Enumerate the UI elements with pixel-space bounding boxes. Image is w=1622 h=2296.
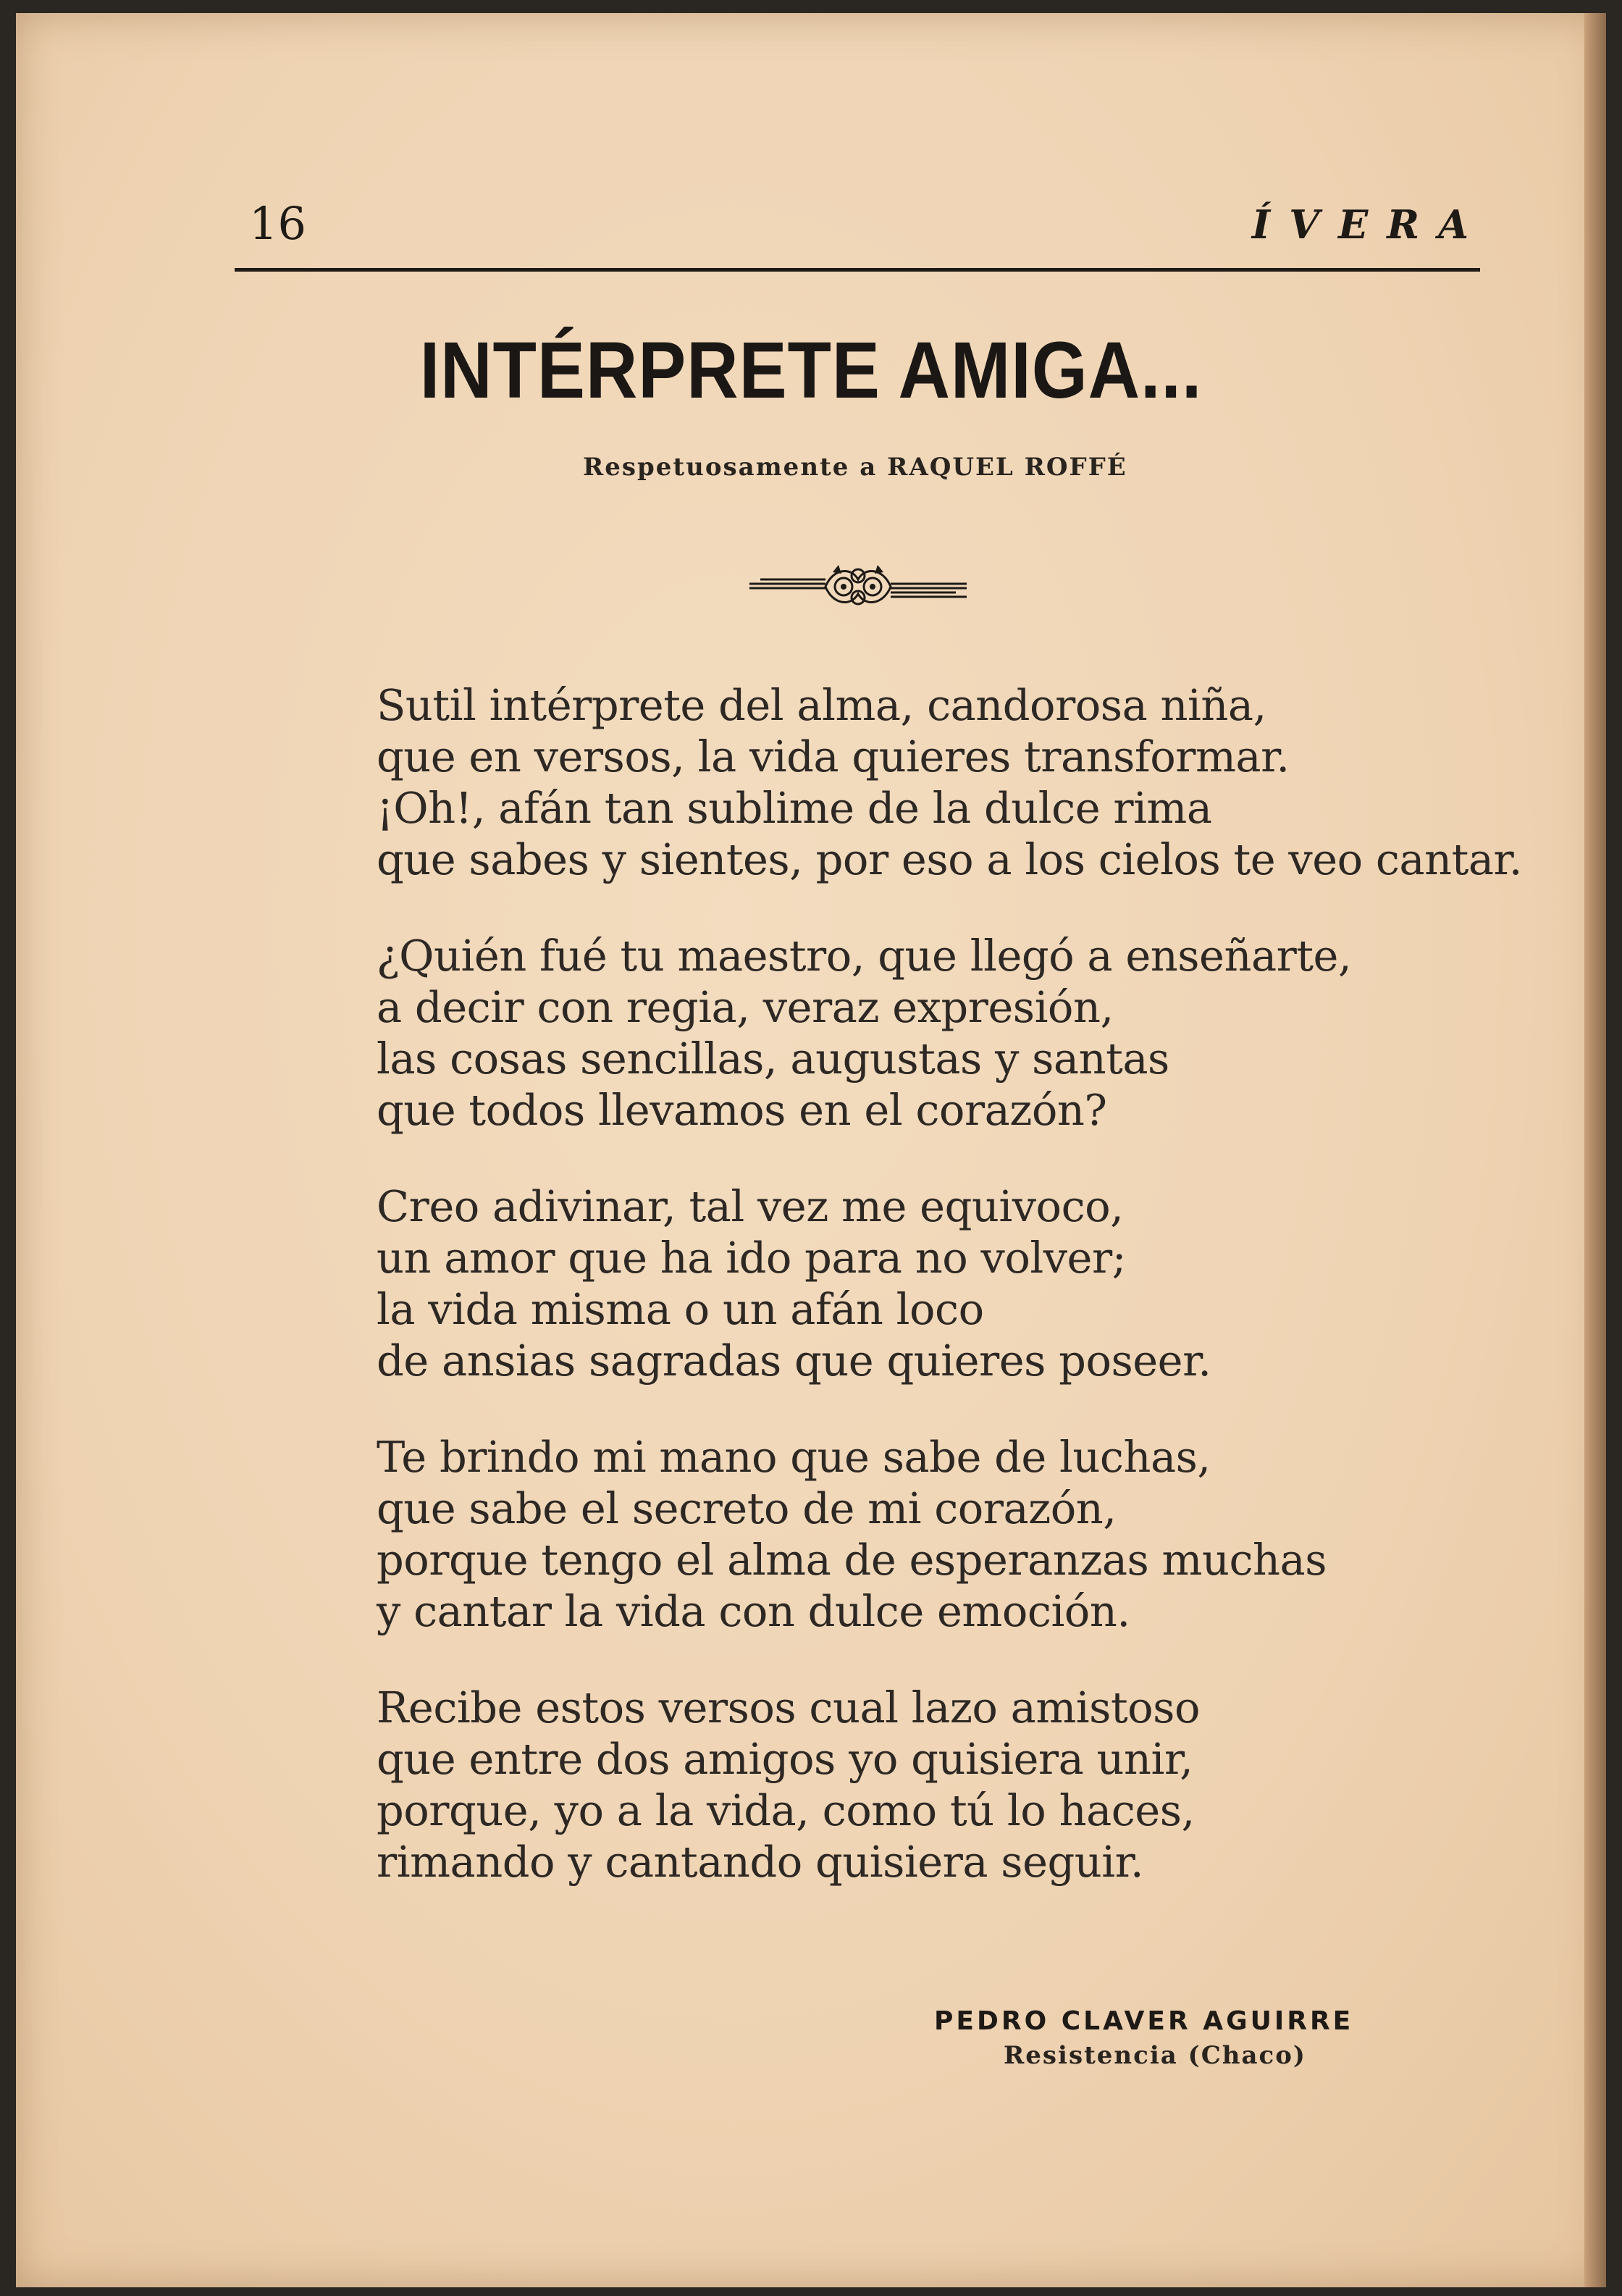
verse-line: Creo adivinar, tal vez me equivoco, <box>377 1181 1124 1231</box>
verse-line: a decir con regia, veraz expresión, <box>377 982 1114 1032</box>
stanza <box>377 1682 1522 1888</box>
verse-line: porque, yo a la vida, como tú lo haces, <box>377 1785 1195 1835</box>
verse-line: un amor que ha ido para no volver; <box>377 1233 1127 1283</box>
verse-line: ¿Quién fué tu maestro, que llegó a enseñarte, <box>377 931 1352 981</box>
verse-line: que sabes y sientes, por eso a los cielos te veo cantar. <box>377 834 1522 884</box>
verse-line: porque tengo el alma de esperanzas muchas <box>377 1535 1327 1585</box>
dedication: Respetuosamente a RAQUEL ROFFÉ <box>583 453 1127 482</box>
poem-title: INTÉRPRETE AMIGA... <box>419 326 1203 415</box>
verse-line: que entre dos amigos yo quisiera unir, <box>377 1734 1193 1784</box>
verse-line: que en versos, la vida quieres transformar. <box>377 732 1290 782</box>
author-signature: PEDRO CLAVER AGUIRRE <box>934 2006 1354 2036</box>
verse-line: que todos llevamos en el corazón? <box>377 1085 1107 1135</box>
page-number: 16 <box>249 197 306 250</box>
verse-line: y cantar la vida con dulce emoción. <box>377 1586 1130 1636</box>
verse-line: las cosas sencillas, augustas y santas <box>377 1034 1169 1084</box>
verse-line: Sutil intérprete del alma, candorosa niña, <box>377 680 1266 730</box>
poem-body <box>377 679 1522 1932</box>
verse-line: Recibe estos versos cual lazo amistoso <box>377 1683 1200 1733</box>
verse-line: ¡Oh!, afán tan sublime de la dulce rima <box>377 783 1212 833</box>
running-head: ÍVERA <box>1251 201 1487 248</box>
stanza <box>377 1181 1522 1386</box>
stanza <box>377 1431 1522 1637</box>
verse-line: la vida misma o un afán loco <box>377 1284 984 1334</box>
floral-ornament-icon <box>746 558 970 616</box>
book-spine-edge <box>1584 13 1606 2287</box>
header-rule <box>235 268 1480 272</box>
author-location: Resistencia (Chaco) <box>1004 2041 1306 2070</box>
verse-line: que sabe el secreto de mi corazón, <box>377 1483 1117 1533</box>
stanza <box>377 679 1522 885</box>
verse-line: rimando y cantando quisiera seguir. <box>377 1837 1144 1887</box>
verse-line: de ansias sagradas que quieres poseer. <box>377 1336 1211 1386</box>
stanza <box>377 930 1522 1136</box>
verse-line: Te brindo mi mano que sabe de luchas, <box>377 1432 1211 1482</box>
